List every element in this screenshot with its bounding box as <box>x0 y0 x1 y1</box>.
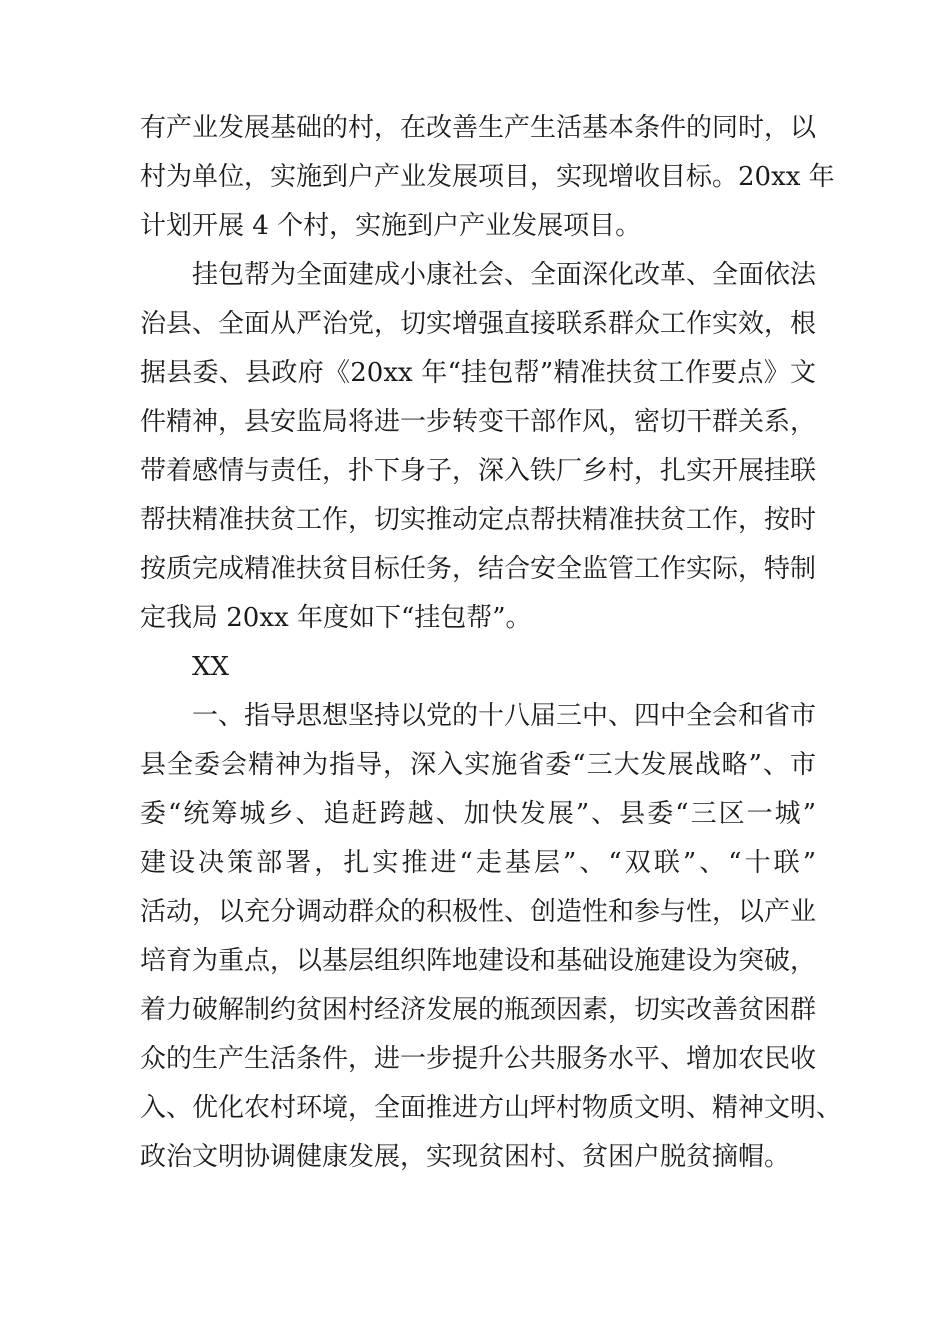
text-line: 计划开展 4 个村，实施到户产业发展项目。 <box>140 211 642 241</box>
text-line: 按质完成精准扶贫目标任务，结合安全监管工作实际，特制 <box>140 554 817 584</box>
text-line: 建设决策部署，扎实推进“走基层”、“双联”、“十联” <box>140 848 816 878</box>
text-line: 挂包帮为全面建成小康社会、全面深化改革、全面依法 <box>192 260 817 290</box>
text-line: XX <box>192 652 230 682</box>
paragraph-3 <box>140 643 816 692</box>
paragraph-1 <box>140 104 835 251</box>
text-line: 委“统筹城乡、追赶跨越、加快发展”、县委“三区一城” <box>140 799 816 829</box>
text-line: 政治文明协调健康发展，实现贫困村、贫困户脱贫摘帽。 <box>140 1142 791 1172</box>
paragraph-4 <box>140 692 843 1182</box>
text-line: 定我局 20xx 年度如下“挂包帮”。 <box>140 603 532 633</box>
paragraph-2 <box>140 251 816 643</box>
text-line: 有产业发展基础的村，在改善生产生活基本条件的同时，以 <box>140 113 817 143</box>
text-line: 众的生产生活条件，进一步提升公共服务水平、增加农民收 <box>140 1044 817 1074</box>
text-line: 件精神，县安监局将进一步转变干部作风，密切干群关系， <box>140 407 817 437</box>
document-body <box>140 104 843 1182</box>
text-line: 入、优化农村环境，全面推进方山坪村物质文明、精神文明、 <box>140 1093 843 1123</box>
text-line: 活动，以充分调动群众的积极性、创造性和参与性，以产业 <box>140 897 817 927</box>
text-line: 治县、全面从严治党，切实增强直接联系群众工作实效，根 <box>140 309 817 339</box>
text-line: 村为单位，实施到户产业发展项目，实现增收目标。20xx 年 <box>140 162 835 192</box>
text-line: 据县委、县政府《20xx 年“挂包帮”精准扶贫工作要点》文 <box>140 358 816 388</box>
text-line: 县全委会精神为指导，深入实施省委“三大发展战略”、市 <box>140 750 816 780</box>
text-line: 培育为重点，以基层组织阵地建设和基础设施建设为突破， <box>140 946 817 976</box>
text-line: 着力破解制约贫困村经济发展的瓶颈因素，切实改善贫困群 <box>140 995 817 1025</box>
text-line: 一、指导思想坚持以党的十八届三中、四中全会和省市 <box>192 701 817 731</box>
text-line: 带着感情与责任，扑下身子，深入铁厂乡村，扎实开展挂联 <box>140 456 817 486</box>
text-line: 帮扶精准扶贫工作，切实推动定点帮扶精准扶贫工作，按时 <box>140 505 817 535</box>
